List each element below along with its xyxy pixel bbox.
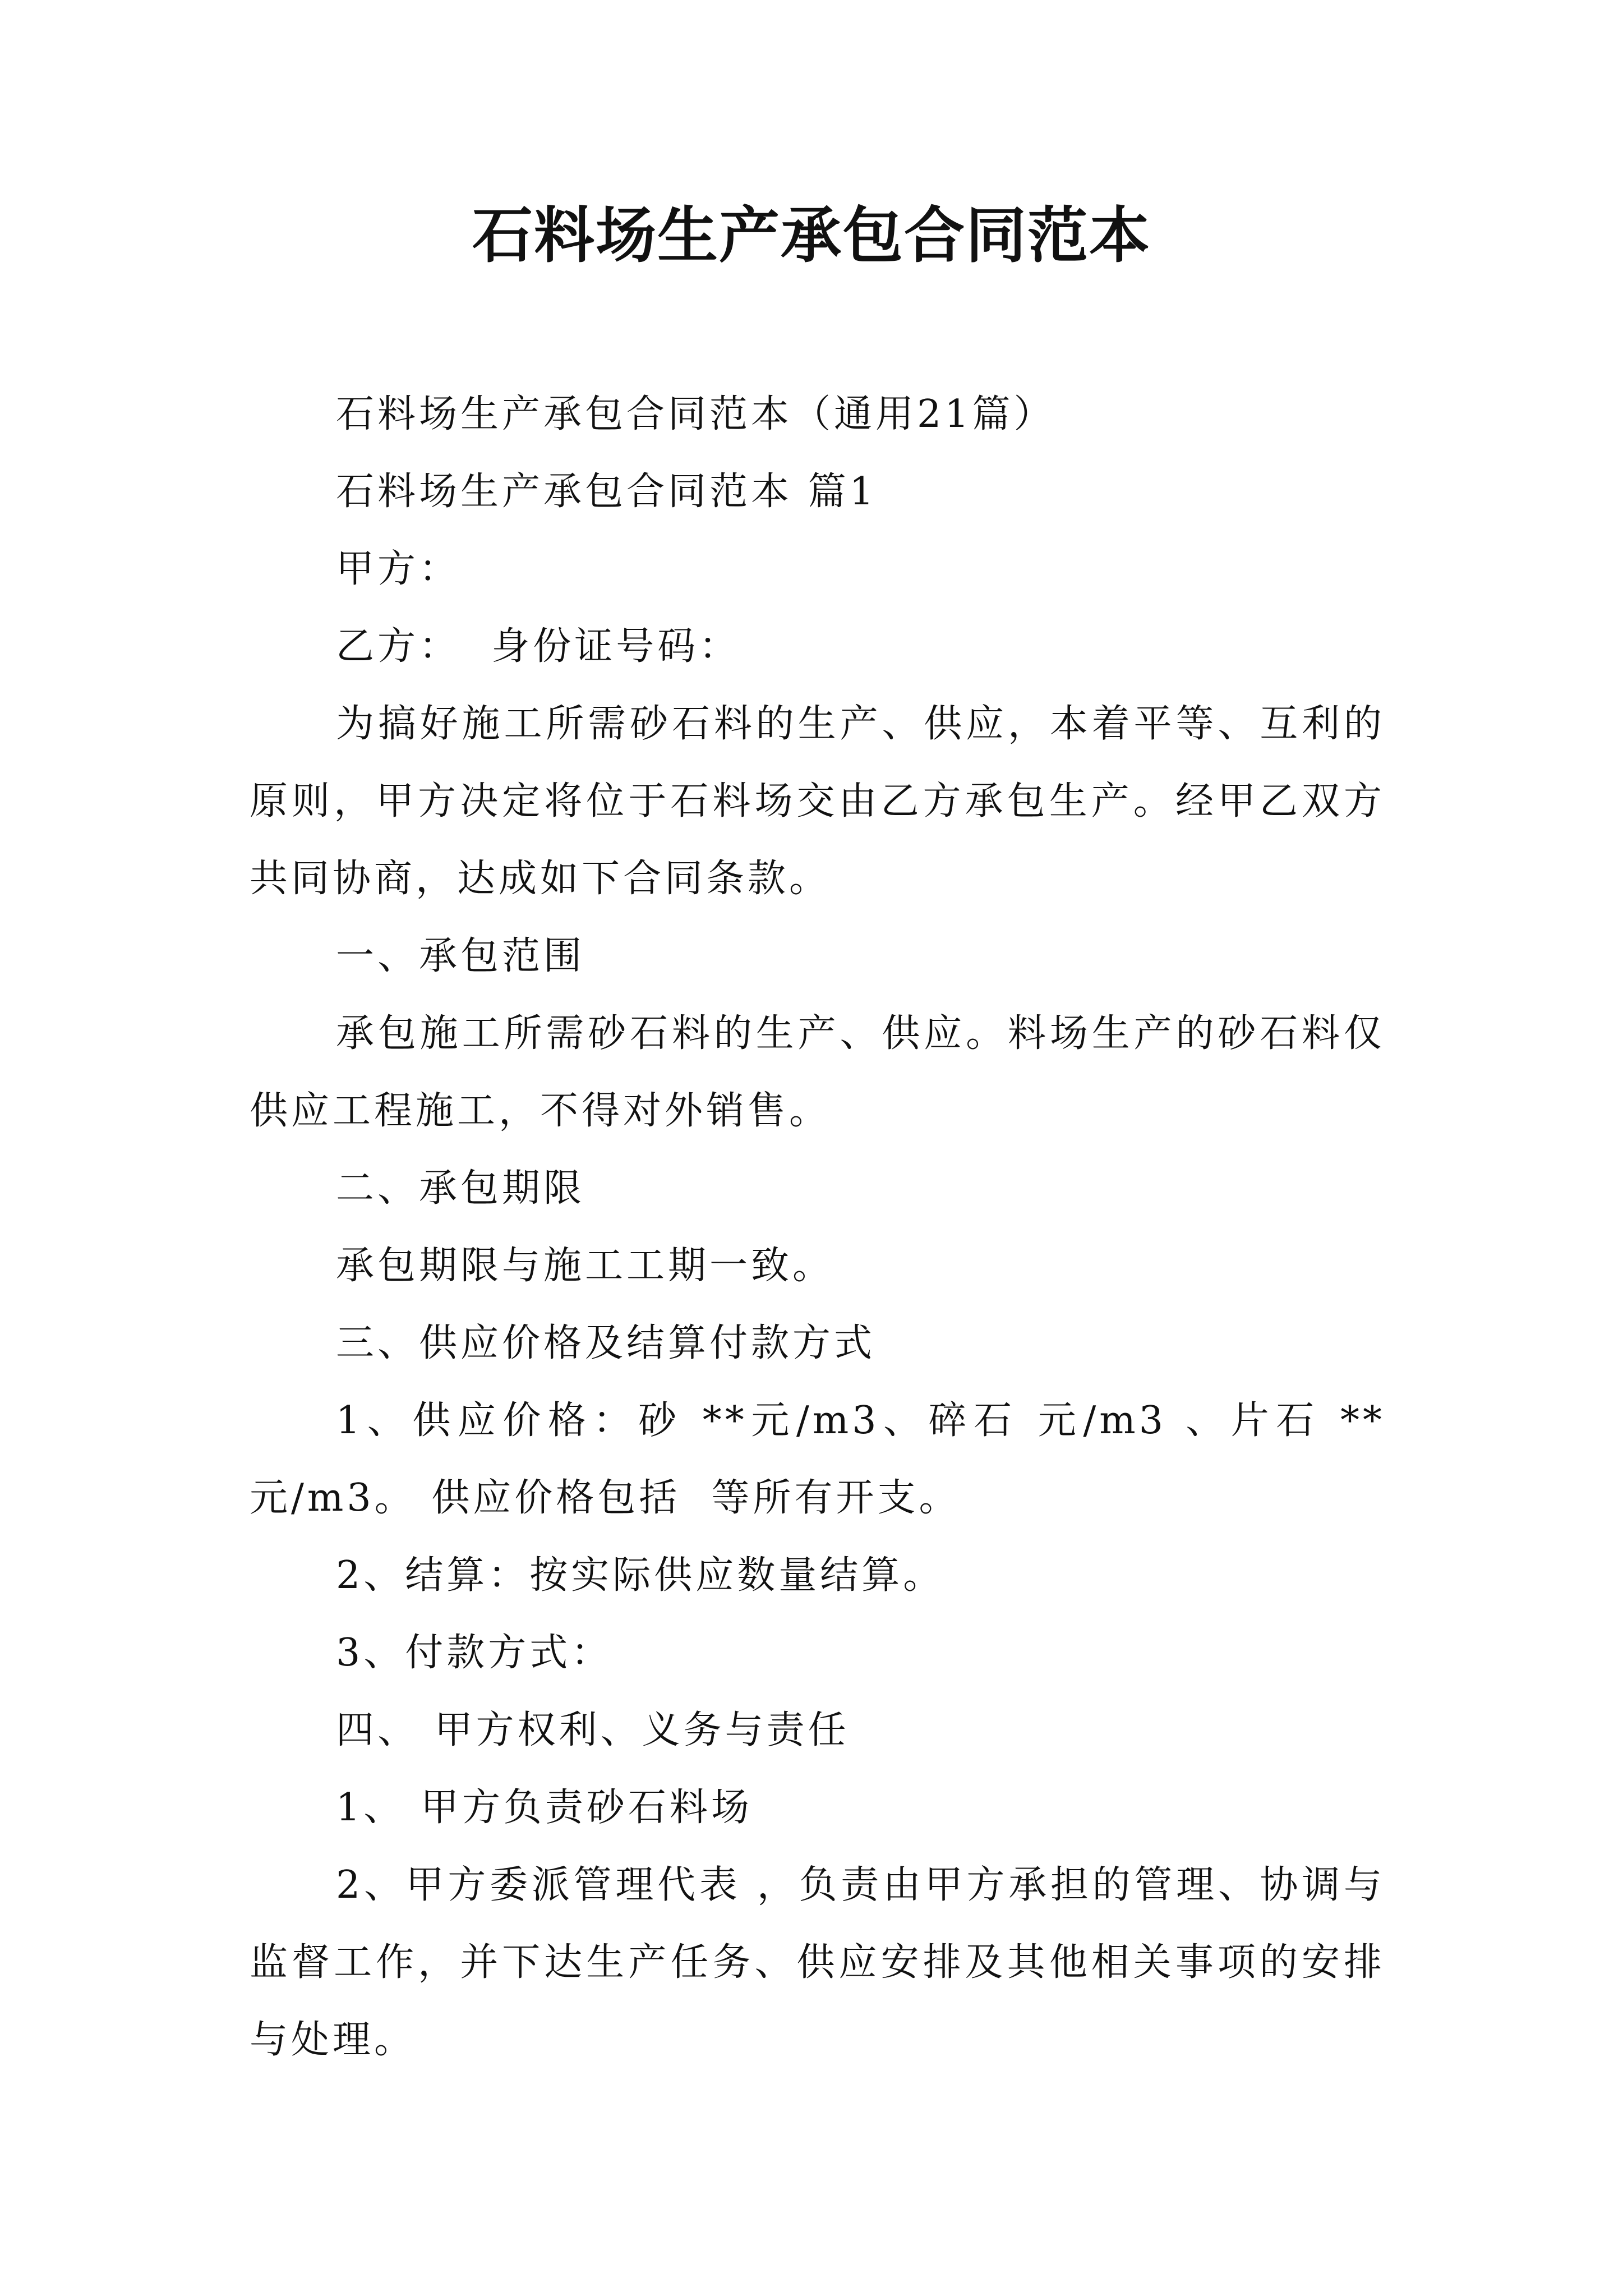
preamble-paragraph: 为搞好施工所需砂石料的生产、供应，本着平等、互利的原则，甲方决定将位于石料场交由乙方承包生产。经甲乙双方共同协商，达成如下合同条款。 — [250, 702, 1385, 901]
clause-price-item-1: 1、供应价格：砂 **元/m3、碎石 元/m3 、片石 **元/m3。 供应价格包括 等所有开支。 — [250, 1398, 1385, 1520]
party-b-line: 乙方： 身份证号码： — [336, 624, 741, 669]
clause-heading-party-a: 四、 甲方权利、义务与责任 — [336, 1708, 850, 1752]
clause-party-a-item-2: 2、甲方委派管理代表 ，负责由甲方承担的管理、协调与监督工作，并下达生产任务、供应安排及其他相关事项的安排与处理。 — [250, 1863, 1385, 2062]
document-body — [250, 376, 1385, 2079]
subtitle-paragraph: 石料场生产承包合同范本（通用21篇） — [336, 392, 1055, 436]
clause-heading-term: 二、承包期限 — [336, 1166, 585, 1211]
clause-term-paragraph: 承包期限与施工工期一致。 — [336, 1244, 834, 1288]
party-a-line: 甲方： — [336, 547, 461, 591]
clause-heading-price: 三、供应价格及结算付款方式 — [336, 1321, 876, 1365]
section-heading-part-1: 石料场生产承包合同范本 篇1 — [336, 470, 877, 514]
document-title: 石料场生产承包合同范本 — [472, 200, 1151, 271]
clause-party-a-item-1: 1、 甲方负责砂石料场 — [336, 1786, 753, 1830]
clause-heading-scope: 一、承包范围 — [336, 934, 585, 978]
clause-price-item-3: 3、付款方式： — [336, 1631, 613, 1675]
clause-price-item-2: 2、结算：按实际供应数量结算。 — [336, 1553, 945, 1598]
clause-scope-paragraph: 承包施工所需砂石料的生产、供应。料场生产的砂石料仅供应工程施工，不得对外销售。 — [250, 1011, 1385, 1133]
